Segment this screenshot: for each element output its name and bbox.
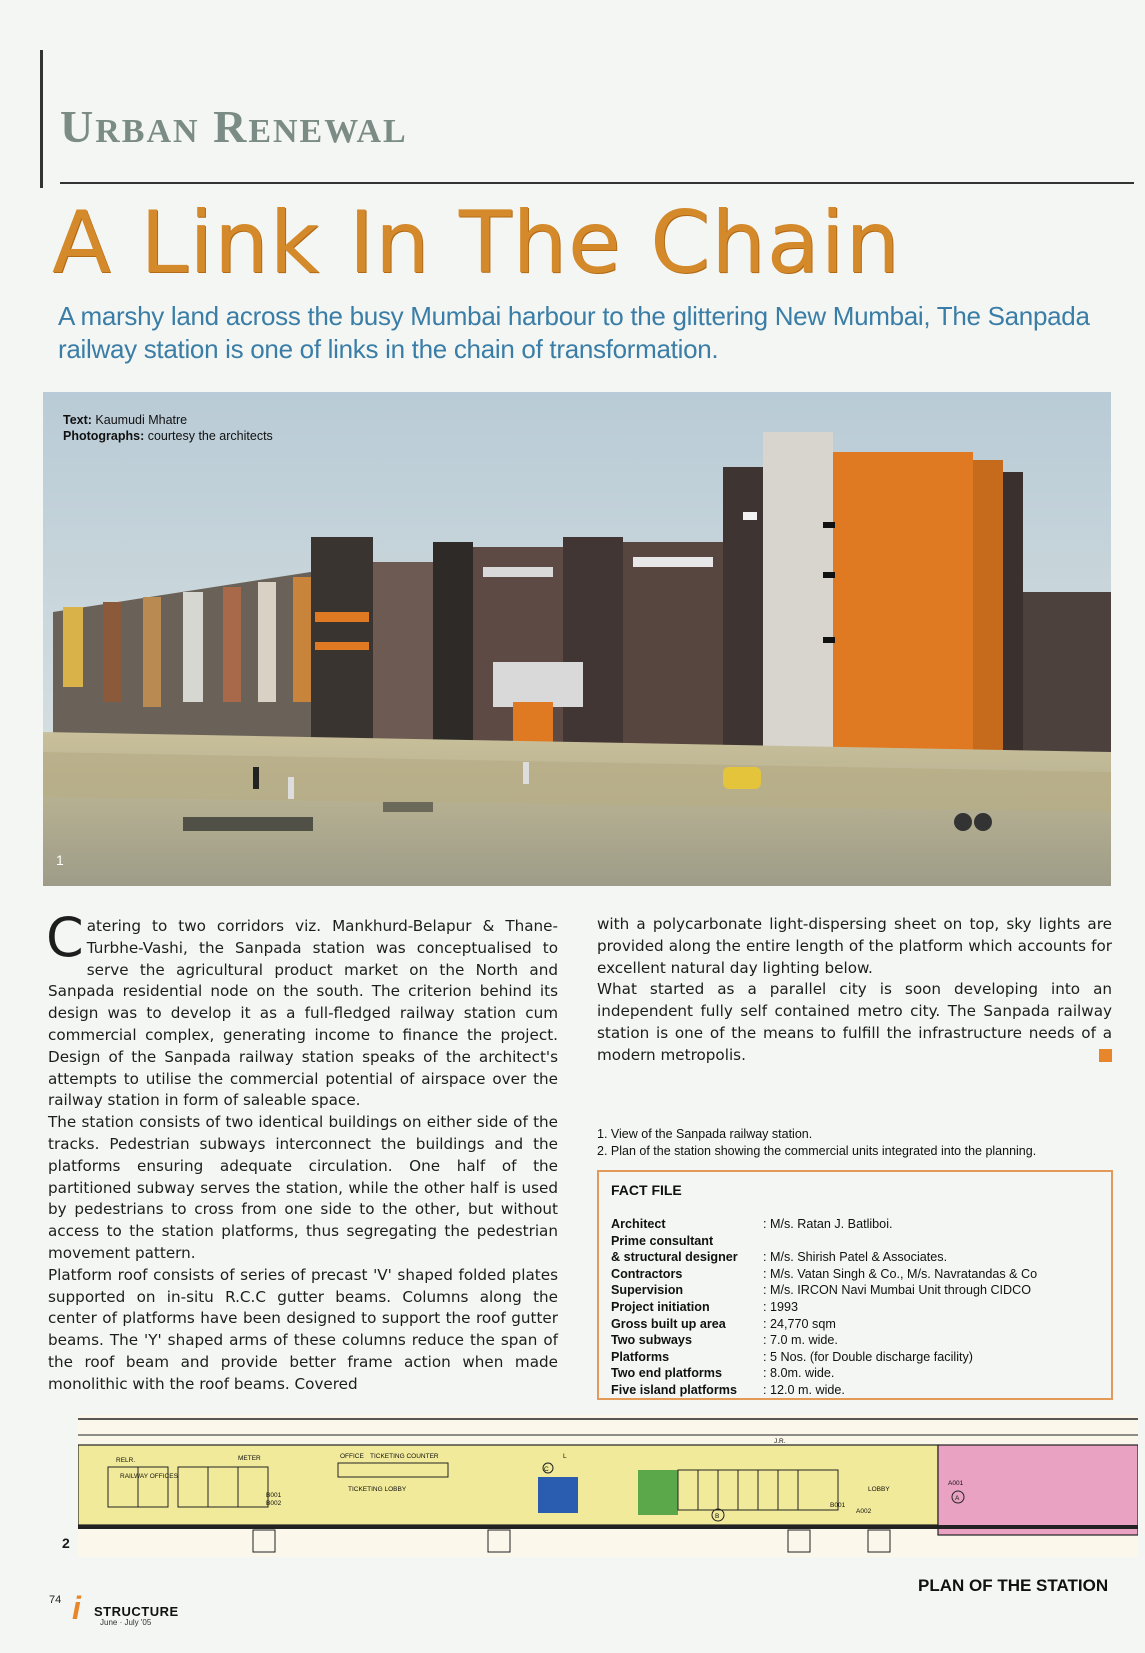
plan-label: B002 — [266, 1500, 282, 1507]
fact-row: Platforms : 5 Nos. (for Double discharge facility) — [611, 1349, 973, 1364]
plan-label: METER — [238, 1455, 261, 1462]
page-number: 74 — [49, 1594, 62, 1606]
station-plan — [78, 1415, 1138, 1557]
header-rule — [60, 182, 1134, 184]
plan-label: TICKETING COUNTER — [370, 1453, 439, 1460]
body-paragraph: Platform roof consists of series of precast 'V' shaped folded plates supported on in-situ R.C.C gutter beams. Columns along the center of platforms have been designed to support the roof gutter beams. The 'Y' shaped arms of these columns reduce the span of the roof beam and provide better frame action when made monolithic with the roof beams. Covered — [48, 1265, 558, 1393]
fact-row: Prime consultant — [611, 1233, 714, 1248]
fact-row: Two end platforms : 8.0m. wide. — [611, 1366, 835, 1381]
deck: A marshy land across the busy Mumbai harbour to the glittering New Mumbai, The Sanpada railway station is one of links in the chain of transformation. — [58, 301, 1090, 364]
body-column-left — [46, 906, 558, 1396]
figure-captions — [597, 1126, 1036, 1159]
plan-label: A001 — [948, 1480, 964, 1487]
plan-label: RELR. — [116, 1457, 136, 1464]
plan-label: OFFICE — [340, 1453, 364, 1460]
plan-label: B001 — [266, 1492, 282, 1499]
end-mark — [1099, 1049, 1112, 1062]
magazine-logo: i STRUCTURE June · July '05 — [72, 1590, 179, 1627]
plan-label: C — [544, 1466, 549, 1473]
plan-label: A — [955, 1495, 960, 1502]
plan-label: LOBBY — [868, 1486, 890, 1493]
fact-row: Project initiation : 1993 — [611, 1299, 799, 1314]
body-paragraph: The station consists of two identical buildings on either side of the tracks. Pedestrian subways interconnect the buildings and the platforms ensuring adequate circulation. One half of the partitioned subway serves the station, while the other half is used by pedestrians to cross from one side to the other, but without access to the station platforms, thus segregating the pedestrian movement pattern. — [48, 1113, 558, 1262]
fact-row: Architect : M/s. Ratan J. Batliboi. — [611, 1217, 893, 1231]
fact-row: & structural designer : M/s. Shirish Patel & Associates. — [611, 1250, 948, 1265]
fact-row: Gross built up area : 24,770 sqm — [611, 1316, 836, 1331]
body-paragraph: atering to two corridors viz. Mankhurd-Belapur & Thane-Turbhe-Vashi, the Sanpada station was conceptualised to serve the agricultural product market on the North and Sanpada residential node on the south. The criterion behind its design was to develop it as a full-fledged railway station cum commercial complex, generating income to finance the project. Design of the Sanpada railway station speaks of the architect's attempts to utilise the commercial potential of airspace over the railway station in form of saleable space. — [48, 917, 558, 1110]
body-paragraph: What started as a parallel city is soon developing into an independent fully self contained metro city. The Sanpada railway station is one of the means to fulfill the infrastructure needs of a modern metropolis. — [597, 980, 1112, 1064]
plan-label: J.R. — [774, 1438, 786, 1445]
plan-label: RAILWAY OFFICES — [120, 1473, 178, 1480]
fact-file-title: FACT FILE — [611, 1182, 682, 1198]
body-paragraph: with a polycarbonate light-dispersing sheet on top, sky lights are provided along the entire length of the platform which accounts for excellent natural day lighting below. — [597, 915, 1112, 977]
section-label: URBAN RENEWAL — [60, 101, 408, 152]
fact-row: Supervision : M/s. IRCON Navi Mumbai Unit through CIDCO — [611, 1283, 1032, 1298]
plan-label: L — [563, 1453, 567, 1460]
photo-credits: Text: Kaumudi Mhatre Photographs: courtesy the architects — [63, 413, 273, 443]
station-photo-illustration — [43, 392, 1111, 886]
plan-label: B — [715, 1513, 720, 1520]
plan-label: A002 — [856, 1508, 872, 1515]
vertical-rule — [40, 50, 43, 188]
headline: A Link In The Chain — [52, 193, 901, 293]
plan-title: PLAN OF THE STATION — [918, 1576, 1109, 1595]
caption-item: 2. Plan of the station showing the commercial units integrated into the planning. — [597, 1143, 1037, 1158]
fact-row: Contractors : M/s. Vatan Singh & Co., M/s. Navratandas & Co — [611, 1266, 1038, 1281]
fact-row: Two subways : 7.0 m. wide. — [611, 1333, 838, 1348]
plan-label: B001 — [830, 1502, 846, 1509]
station-plan-drawing — [78, 1415, 1138, 1557]
dropcap: C — [46, 906, 84, 969]
caption-item: 1. View of the Sanpada railway station. — [597, 1127, 813, 1141]
plan-label: TICKETING LOBBY — [348, 1486, 407, 1493]
fact-file-box — [597, 1170, 1113, 1400]
body-column-right — [597, 914, 1112, 1067]
photo-number: 1 — [56, 852, 64, 868]
station-photo — [43, 392, 1111, 886]
fact-row: Five island platforms : 12.0 m. wide. — [611, 1382, 845, 1397]
figure-number: 2 — [62, 1535, 70, 1551]
